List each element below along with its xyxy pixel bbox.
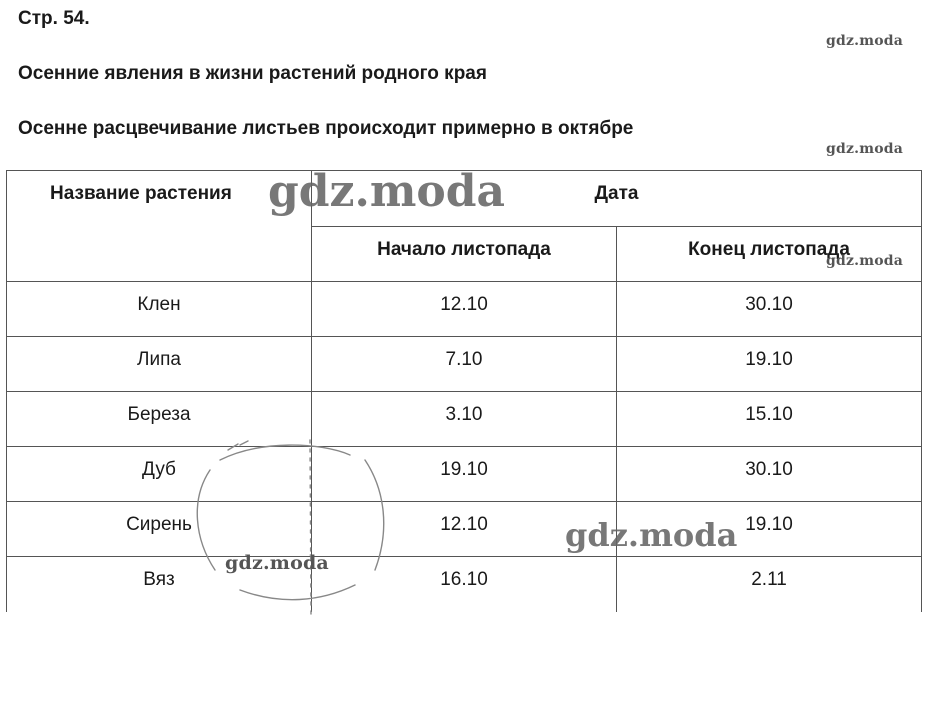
header-date: Дата [312, 171, 922, 227]
header-leaf-fall-start: Начало листопада [312, 226, 617, 282]
intro-sentence: Осенне расцвечивание листьев происходит примерно в октябре [18, 118, 634, 139]
start-date-cell: 12.10 [312, 282, 617, 337]
watermark: gdz.moda [826, 253, 904, 269]
start-date-cell: 16.10 [312, 557, 617, 612]
plant-name-cell: Дуб [7, 447, 312, 502]
plant-name-cell: Липа [7, 337, 312, 392]
plant-name-cell: Вяз [7, 557, 312, 612]
watermark: gdz.moda [268, 166, 506, 217]
end-date-cell: 30.10 [617, 447, 922, 502]
end-date-cell: 15.10 [617, 392, 922, 447]
end-date-cell: 19.10 [617, 337, 922, 392]
table-row [7, 282, 922, 337]
watermark: gdz.moda [225, 552, 329, 574]
section-heading: Осенние явления в жизни растений родного края [18, 63, 487, 84]
table-row [7, 392, 922, 447]
watermark: gdz.moda [565, 516, 738, 554]
end-date-cell: 30.10 [617, 282, 922, 337]
table-row [7, 502, 922, 557]
header-leaf-fall-end: Конец листопада [617, 226, 922, 282]
start-date-cell: 7.10 [312, 337, 617, 392]
watermark: gdz.moda [826, 33, 904, 49]
table-row [7, 557, 922, 612]
start-date-cell: 19.10 [312, 447, 617, 502]
stamp-scribble-icon [180, 430, 410, 620]
end-date-cell: 2.11 [617, 557, 922, 612]
leaf-fall-table [6, 170, 922, 612]
start-date-cell: 3.10 [312, 392, 617, 447]
end-date-cell: 19.10 [617, 502, 922, 557]
plant-name-cell: Сирень [7, 502, 312, 557]
table-row [7, 447, 922, 502]
page-label: Стр. 54. [18, 8, 90, 29]
start-date-cell: 12.10 [312, 502, 617, 557]
plant-name-cell: Клен [7, 282, 312, 337]
plant-name-cell: Береза [7, 392, 312, 447]
header-plant-name: Название растения [7, 171, 312, 282]
watermark: gdz.moda [826, 141, 904, 157]
table-row [7, 337, 922, 392]
